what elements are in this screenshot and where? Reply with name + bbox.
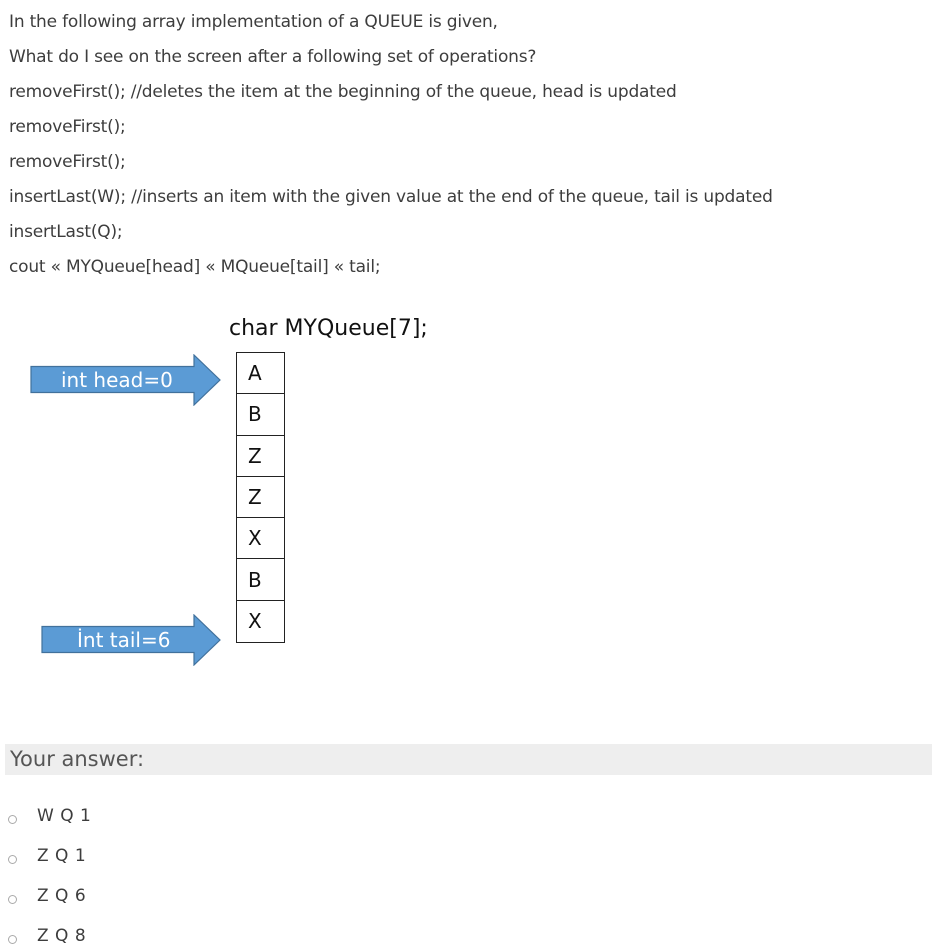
tail-arrow (41, 614, 222, 666)
question-line: cout « MYQueue[head] « MQueue[tail] « tail; (9, 257, 381, 277)
radio-button[interactable] (8, 935, 17, 944)
question-line: What do I see on the screen after a following set of operations? (9, 47, 537, 67)
option-label[interactable]: Z Q 6 (37, 886, 87, 906)
answer-header: Your answer: (5, 744, 932, 775)
answer-option[interactable] (8, 844, 86, 868)
question-line: insertLast(Q); (9, 222, 123, 242)
option-label[interactable]: Z Q 8 (37, 926, 87, 946)
question-line: removeFirst(); //deletes the item at the beginning of the queue, head is updated (9, 82, 677, 102)
array-cell: Z (237, 477, 284, 518)
array-cell: A (237, 353, 284, 394)
answer-option[interactable] (8, 884, 86, 908)
question-line: removeFirst(); (9, 152, 126, 172)
radio-button[interactable] (8, 815, 17, 824)
tail-label: İnt tail=6 (77, 628, 171, 652)
array-cell: X (237, 518, 284, 559)
answer-option[interactable] (8, 804, 91, 828)
queue-array (236, 352, 285, 643)
option-label[interactable]: Z Q 1 (37, 846, 87, 866)
radio-button[interactable] (8, 855, 17, 864)
answer-option[interactable] (8, 924, 86, 948)
array-cell: X (248, 609, 262, 634)
head-arrow (30, 354, 222, 406)
array-cell: Z (237, 436, 284, 477)
question-line: In the following array implementation of a QUEUE is given, (9, 12, 498, 32)
radio-button[interactable] (8, 895, 17, 904)
option-label[interactable]: W Q 1 (37, 806, 92, 826)
question-line: removeFirst(); (9, 117, 126, 137)
question-line: insertLast(W); //inserts an item with the given value at the end of the queue, tail is updated (9, 187, 773, 207)
array-cell: B (237, 394, 284, 435)
head-label: int head=0 (61, 368, 173, 392)
figure-title: char MYQueue[7]; (229, 316, 428, 341)
array-cell: B (237, 559, 284, 600)
